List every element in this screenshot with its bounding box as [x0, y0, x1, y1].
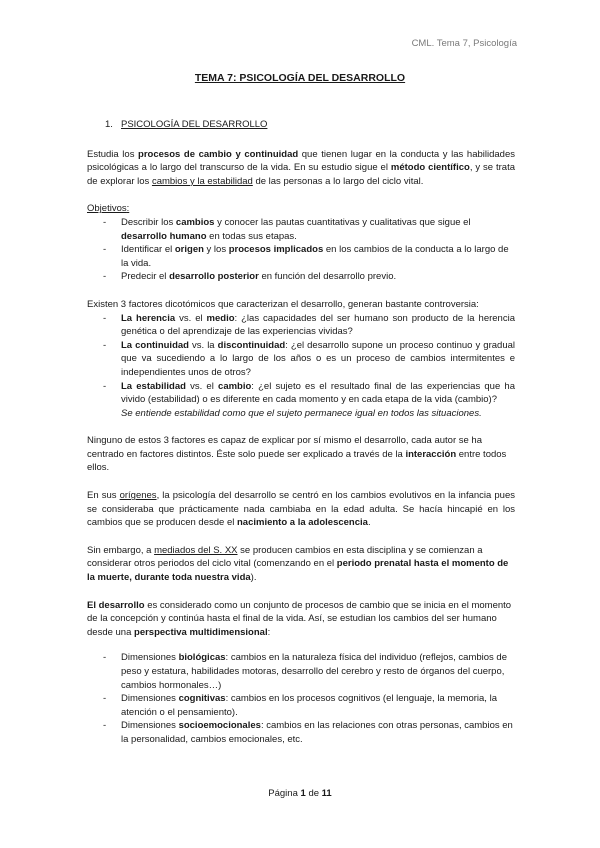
bold-run: discontinuidad — [217, 339, 286, 351]
page-number: 1 — [300, 788, 306, 799]
list-item — [87, 692, 515, 719]
bold-run: cambios — [175, 216, 215, 228]
text-run: en función del desarrollo previo. — [258, 271, 397, 283]
page-total: 11 — [321, 788, 332, 799]
bold-run: desarrollo humano — [121, 230, 207, 242]
document-title: TEMA 7: PSICOLOGÍA DEL DESARROLLO — [194, 72, 406, 84]
bold-run: cambio — [218, 380, 252, 392]
text-run: : — [267, 626, 271, 638]
mid-century-paragraph — [87, 544, 515, 585]
bold-run: socioemocionales — [178, 720, 261, 732]
intro-paragraph — [87, 148, 515, 189]
italic-note: Se entiende estabilidad como que el sujeto permanece igual en todos las situaciones. — [121, 407, 482, 419]
text-run: de — [305, 788, 322, 799]
text-run: Ninguno de estos 3 factores es capaz de explicar por sí mismo el desarrollo, cada autor se ha centrado en factores distintos. Éste solo puede ser explicado a través de la — [87, 435, 482, 460]
bold-run: La herencia — [121, 312, 176, 324]
text-run: : ¿el desarrollo supone un proceso continuo y gradual que va sucediendo a lo largo de los años o es un proceso de cambios intermitentes e independientes unos de otros? — [121, 339, 516, 378]
bold-run: La estabilidad — [121, 380, 186, 392]
dimensions-list — [87, 651, 515, 746]
text-run: vs. el — [175, 312, 207, 324]
text-run: Página — [268, 788, 301, 799]
bold-run: biológicas — [178, 652, 226, 664]
text-run: . — [367, 517, 371, 529]
text-run: En sus — [87, 490, 120, 502]
list-item — [87, 719, 515, 746]
text-run: : cambios en las relaciones con otras personas, cambios en la personalidad, cambios emocionales, etc. — [121, 720, 513, 745]
bold-run: La continuidad — [121, 339, 189, 351]
section-number: 1. — [105, 119, 113, 130]
text-run: es considerado como un conjunto de procesos de cambio que se inicia en el momento de la concepción y continúa hasta el final de la vida. Así, se estudian los cambios del ser humano desde una — [87, 599, 512, 638]
bold-run: medio — [206, 312, 235, 324]
underline-run: mediados del S. XX — [154, 544, 238, 556]
development-paragraph — [87, 599, 515, 640]
text-run: Dimensiones — [121, 652, 179, 664]
text-run: se producen cambios en esta disciplina y se comienzan a considerar otros periodos del ciclo vital (comenzando en el — [87, 544, 483, 570]
section-heading — [105, 118, 515, 132]
bold-run: desarrollo posterior — [169, 271, 259, 283]
list-item — [87, 339, 515, 380]
objectives-list — [87, 216, 515, 284]
text-run: : — [126, 203, 130, 215]
factors-block — [87, 298, 515, 420]
list-item — [87, 216, 515, 243]
text-run: Identificar el — [121, 244, 175, 256]
text-run: : cambios en la naturaleza física del individuo (reflejos, cambios de peso y estatura, habilidades motoras, desarrollo del cerebro y resto de órganos del cuerpo, cambios hormonales…) — [121, 652, 507, 691]
section-label: PSICOLOGÍA DEL DESARROLLO — [121, 119, 268, 130]
bold-run: procesos de cambio y continuidad — [138, 148, 299, 160]
text-run: ). — [250, 572, 257, 584]
text-run: Predecir el — [121, 271, 170, 283]
text-run: : cambios en los procesos cognitivos (el lenguaje, la memoria, la atención o el pensamiento). — [121, 693, 497, 718]
interaction-paragraph — [87, 434, 515, 475]
list-item — [87, 312, 515, 339]
objectives-heading — [87, 202, 515, 216]
text-run: que tienen lugar en la conducta y las habilidades psicológicas a lo largo del transcurso de la vida. En su estudio sigue el — [87, 148, 515, 174]
text-run: en todas sus etapas. — [206, 230, 297, 242]
bold-run: perspectiva multidimensional — [134, 626, 268, 638]
bold-run: origen — [174, 244, 204, 256]
text-run: en los cambios de la conducta a lo largo de la vida. — [121, 244, 509, 269]
text-run: vs. la — [188, 339, 218, 351]
text-run: y conocer las pautas cuantitativas y cualitativas que sigue el — [214, 216, 471, 228]
text-run: , y se trata de explorar los — [87, 162, 516, 187]
text-run: entre todos ellos. — [87, 448, 507, 474]
text-run: Sin embargo, a — [87, 544, 155, 556]
running-header: CML. Tema 7, Psicología — [411, 38, 517, 49]
bold-run: procesos implicados — [228, 244, 324, 256]
text-run: Dimensiones — [121, 693, 179, 705]
bold-run: El desarrollo — [87, 599, 145, 611]
list-item — [87, 651, 515, 692]
text-run: y los — [203, 244, 229, 256]
factors-list — [87, 312, 515, 421]
factors-intro: Existen 3 factores dicotómicos que caracterizan el desarrollo, generan bastante controversia: — [87, 298, 479, 310]
bold-run: método científico — [390, 162, 470, 174]
objectives-heading-text: Objetivos — [87, 203, 127, 215]
page-footer — [0, 788, 600, 799]
bold-run: cognitivas — [178, 693, 226, 705]
document-body — [87, 118, 515, 761]
origins-paragraph — [87, 489, 515, 530]
text-run: : ¿el sujeto es el resultado final de las experiencias que ha vivido (estabilidad) o es diferente en cada momento y en cada etapa de la vida (cambio)? — [121, 380, 516, 406]
text-run: : ¿las capacidades del ser humano son producto de la herencia genética o del aprendizaje de las experiencias vividas? — [121, 312, 515, 338]
bold-run: interacción — [405, 448, 457, 460]
text-run: Describir los — [121, 216, 176, 228]
objectives-block — [87, 202, 515, 284]
text-run: Estudia los — [87, 148, 139, 160]
list-item — [87, 243, 515, 270]
bold-run: periodo prenatal hasta el momento de la muerte, durante toda nuestra vida — [87, 558, 509, 584]
underline-run: orígenes — [119, 490, 157, 502]
text-run: , la psicología del desarrollo se centró en los cambios evolutivos en la infancia pues se consideraba que prácticamente nada cambiaba en la edad adulta. Se hacía hincapié en los cambios que se producen desde el — [87, 490, 515, 529]
text-run: de las personas a lo largo del ciclo vital. — [252, 175, 424, 187]
underline-run: cambios y la estabilidad — [151, 175, 253, 187]
text-run: Dimensiones — [121, 720, 179, 732]
list-item — [87, 380, 515, 421]
text-run: vs. el — [185, 380, 219, 392]
list-item — [87, 270, 515, 284]
bold-run: nacimiento a la adolescencia — [237, 517, 368, 529]
